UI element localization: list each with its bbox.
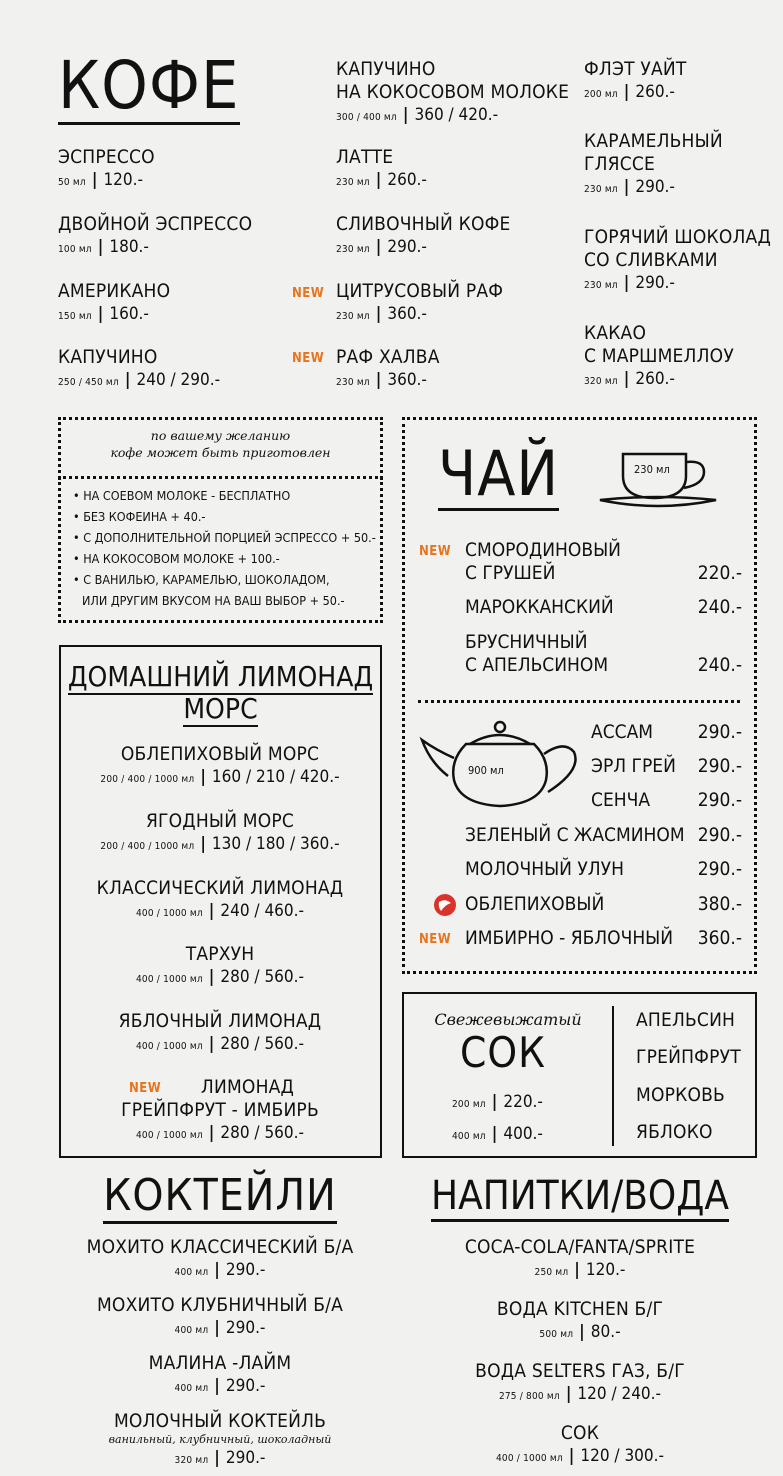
menu-item xyxy=(60,810,380,858)
item-name-line2: НА КОКОСОВОМ МОЛОКЕ xyxy=(336,81,570,103)
item-meta: 230 мл | 290.- xyxy=(584,177,675,197)
item-volume: 250 мл xyxy=(534,1267,569,1278)
item-meta: 200 мл | 260.- xyxy=(584,82,675,102)
item-volume: 230 мл xyxy=(584,280,618,291)
item-price: 260.- xyxy=(387,170,427,190)
menu-item xyxy=(404,1360,756,1408)
item-meta: 200 / 400 / 1000 мл | 160 / 210 / 420.- xyxy=(100,767,340,787)
item-volume: 400 мл xyxy=(174,1267,209,1278)
menu-item xyxy=(404,1236,756,1284)
pot-volume-label: 900 мл xyxy=(468,764,504,777)
item-volume: 300 / 400 мл xyxy=(336,112,397,123)
item-volume: 400 мл xyxy=(174,1325,209,1336)
item-meta: 230 мл | 360.- xyxy=(336,304,427,324)
item-meta: 50 мл | 120.- xyxy=(58,170,143,190)
tea-price: 290.- xyxy=(697,721,742,743)
item-volume: 230 мл xyxy=(584,184,618,195)
juice-flavor: ЯБЛОКО xyxy=(636,1121,713,1143)
tea-price: 360.- xyxy=(697,927,742,949)
item-volume: 400 / 1000 мл xyxy=(135,1041,203,1052)
juice-flavor: АПЕЛЬСИН xyxy=(636,1009,736,1031)
item-meta: 400 / 1000 мл | 280 / 560.- xyxy=(135,1034,305,1054)
menu-item xyxy=(60,1352,380,1400)
tea-price: 290.- xyxy=(697,789,742,811)
item-volume: 230 мл xyxy=(336,377,370,388)
item-volume: 50 мл xyxy=(58,177,86,188)
option-line: • НА КОКОСОВОМ МОЛОКЕ + 100.- xyxy=(73,551,280,566)
coffee-options-header-box xyxy=(58,417,383,479)
menu-item xyxy=(58,213,252,261)
drinks-title xyxy=(404,1170,756,1222)
item-volume: 200 / 400 / 1000 мл xyxy=(100,841,195,852)
item-meta: 400 мл | 290.- xyxy=(174,1318,266,1338)
tea-price: 290.- xyxy=(697,755,742,777)
item-meta: 400 / 1000 мл | 280 / 560.- xyxy=(135,1123,305,1143)
item-name: КЛАССИЧЕСКИЙ ЛИМОНАД xyxy=(96,877,344,899)
item-price: 260.- xyxy=(635,369,675,389)
item-price: 240 / 290.- xyxy=(136,370,221,390)
item-price: 280 / 560.- xyxy=(220,967,305,987)
item-price: 120.- xyxy=(585,1260,626,1280)
item-meta: 100 мл | 180.- xyxy=(58,237,149,257)
menu-item xyxy=(58,146,155,194)
item-name: СЛИВОЧНЫЙ КОФЕ xyxy=(336,213,511,235)
menu-item xyxy=(60,943,380,991)
juice-price: 400.- xyxy=(503,1124,543,1144)
option-line: ИЛИ ДРУГИМ ВКУСОМ НА ВАШ ВЫБОР + 50.- xyxy=(82,593,345,608)
item-name: РАФ ХАЛВА xyxy=(336,346,440,368)
item-price: 290.- xyxy=(225,1318,266,1338)
item-volume: 400 мл xyxy=(174,1383,209,1394)
menu-item xyxy=(584,322,734,393)
item-name: ГОРЯЧИЙ ШОКОЛАД xyxy=(584,226,772,248)
item-meta: 150 мл | 160.- xyxy=(58,304,149,324)
tea-name: ЭРЛ ГРЕЙ xyxy=(591,755,676,777)
item-volume: 320 мл xyxy=(584,376,618,387)
item-name: COCA-COLA/FANTA/SPRITE xyxy=(464,1236,696,1258)
item-volume: 230 мл xyxy=(336,311,370,322)
item-meta: 230 мл | 260.- xyxy=(336,170,427,190)
new-badge: NEW xyxy=(292,351,325,366)
menu-item xyxy=(584,130,723,201)
item-price: 120 / 240.- xyxy=(577,1384,662,1404)
item-volume: 400 / 1000 мл xyxy=(135,974,203,985)
juice-flavor: МОРКОВЬ xyxy=(636,1084,725,1106)
tea-name: ЗЕЛЕНЫЙ С ЖАСМИНОМ xyxy=(465,824,685,846)
juice-size: 200 мл | 220.- xyxy=(452,1092,543,1112)
menu-item xyxy=(58,346,220,394)
option-line: • БЕЗ КОФЕИНА + 40.- xyxy=(73,509,206,524)
item-name: ЯГОДНЫЙ МОРС xyxy=(145,810,295,832)
menu-item xyxy=(60,1236,380,1284)
menu-item xyxy=(584,58,687,106)
item-price: 180.- xyxy=(109,237,149,257)
item-meta: 230 мл | 360.- xyxy=(336,370,427,390)
item-price: 290.- xyxy=(635,177,675,197)
item-meta: 400 / 1000 мл | 280 / 560.- xyxy=(135,967,305,987)
options-header-line2: кофе может быть приготовлен xyxy=(110,445,331,460)
menu-item xyxy=(336,58,569,129)
item-price: 360.- xyxy=(387,370,427,390)
juice-volume: 200 мл xyxy=(452,1099,486,1110)
item-meta: 400 мл | 290.- xyxy=(174,1260,266,1280)
item-name-line2: СО СЛИВКАМИ xyxy=(584,249,718,271)
tea-name-line1: СМОРОДИНОВЫЙ xyxy=(465,539,621,561)
tea-cup-icon xyxy=(598,448,720,518)
item-meta: 400 / 1000 мл | 240 / 460.- xyxy=(135,901,305,921)
tea-name-line2: С АПЕЛЬСИНОМ xyxy=(465,654,609,676)
tea-name: СЕНЧА xyxy=(591,789,651,811)
item-price: 290.- xyxy=(387,237,427,257)
item-name: КАПУЧИНО xyxy=(336,58,436,80)
tea-name: АССАМ xyxy=(591,721,654,743)
item-meta: 250 мл | 120.- xyxy=(534,1260,626,1280)
item-name: ЯБЛОЧНЫЙ ЛИМОНАД xyxy=(118,1010,322,1032)
tea-price: 290.- xyxy=(697,824,742,846)
item-volume: 230 мл xyxy=(336,244,370,255)
item-price: 290.- xyxy=(225,1260,266,1280)
item-name: МОХИТО КЛАССИЧЕСКИЙ Б/А xyxy=(86,1236,354,1258)
item-meta: 230 мл | 290.- xyxy=(584,273,675,293)
juice-divider xyxy=(612,1006,614,1146)
item-volume: 400 / 1000 мл xyxy=(135,1130,203,1141)
new-badge: NEW xyxy=(419,544,452,559)
item-volume: 200 мл xyxy=(584,89,618,100)
item-price: 360 / 420.- xyxy=(414,105,499,125)
tea-price: 240.- xyxy=(697,654,742,676)
menu-item xyxy=(584,226,771,297)
item-price: 80.- xyxy=(590,1322,621,1342)
tea-divider xyxy=(418,700,740,703)
item-name: КАКАО xyxy=(584,322,647,344)
item-meta: 230 мл | 290.- xyxy=(336,237,427,257)
item-meta: 300 / 400 мл | 360 / 420.- xyxy=(336,105,499,125)
coffee-title: КОФЕ xyxy=(58,47,240,124)
item-name: КАПУЧИНО xyxy=(58,346,158,368)
lemonade-title-line1: ДОМАШНИЙ ЛИМОНАД xyxy=(67,660,374,693)
item-name: ФЛЭТ УАЙТ xyxy=(584,58,687,80)
juice-flavor: ГРЕЙПФРУТ xyxy=(636,1046,741,1068)
options-header-line1: по вашему желанию xyxy=(150,428,291,443)
tea-name xyxy=(465,539,621,585)
item-price: 120 / 300.- xyxy=(580,1446,665,1466)
item-price: 280 / 560.- xyxy=(220,1123,305,1143)
juice-volume: 400 мл xyxy=(452,1131,486,1142)
new-badge: NEW xyxy=(292,286,325,301)
item-name: ТАРХУН xyxy=(185,943,255,965)
item-volume: 500 мл xyxy=(539,1329,574,1340)
item-volume: 400 / 1000 мл xyxy=(135,908,203,919)
menu-item xyxy=(60,877,380,925)
menu-item xyxy=(404,1298,756,1346)
new-badge: NEW xyxy=(419,932,452,947)
tea-name-line1: БРУСНИЧНЫЙ xyxy=(465,631,588,653)
juice-title: СОК xyxy=(460,1028,546,1077)
menu-item xyxy=(336,280,503,328)
item-volume: 150 мл xyxy=(58,311,92,322)
item-name: КАРАМЕЛЬНЫЙ xyxy=(584,130,723,152)
item-note: ванильный, клубничный, шоколадный xyxy=(108,1433,332,1446)
menu-item xyxy=(60,1294,380,1342)
item-volume: 100 мл xyxy=(58,244,92,255)
item-price: 160.- xyxy=(109,304,149,324)
tea-price: 290.- xyxy=(697,858,742,880)
item-name: СОК xyxy=(560,1422,600,1444)
item-price: 120.- xyxy=(103,170,143,190)
cup-volume-label: 230 мл xyxy=(634,463,670,476)
item-meta: 400 / 1000 мл | 120 / 300.- xyxy=(495,1446,665,1466)
item-price: 130 / 180 / 360.- xyxy=(211,834,340,854)
item-name: АМЕРИКАНО xyxy=(58,280,171,302)
item-name: МАЛИНА -ЛАЙМ xyxy=(148,1352,292,1374)
option-line: • С ДОПОЛНИТЕЛЬНОЙ ПОРЦИЕЙ ЭСПРЕССО + 50.- xyxy=(73,530,376,545)
item-price: 260.- xyxy=(635,82,675,102)
menu-item xyxy=(60,743,380,791)
menu-item xyxy=(60,1010,380,1058)
juice-size: 400 мл | 400.- xyxy=(452,1124,543,1144)
item-meta: 400 мл | 290.- xyxy=(174,1376,266,1396)
item-price: 290.- xyxy=(635,273,675,293)
coffee-options-box xyxy=(58,477,383,623)
chili-pepper-icon xyxy=(433,893,457,917)
new-badge: NEW xyxy=(129,1081,162,1096)
option-line: • НА СОЕВОМ МОЛОКЕ - БЕСПЛАТНО xyxy=(73,488,291,503)
menu-item xyxy=(336,146,427,194)
tea-name: МОЛОЧНЫЙ УЛУН xyxy=(465,858,624,880)
item-name: ВОДА KITCHEN Б/Г xyxy=(496,1298,664,1320)
drinks-title-text: НАПИТКИ/ВОДА xyxy=(431,1173,729,1222)
item-name-line2: ГЛЯССЕ xyxy=(584,153,656,175)
item-price: 360.- xyxy=(387,304,427,324)
item-name: ЛАТТЕ xyxy=(336,146,394,168)
item-name: ДВОЙНОЙ ЭСПРЕССО xyxy=(58,213,253,235)
item-meta: 275 / 800 мл | 120 / 240.- xyxy=(498,1384,662,1404)
item-name: МОЛОЧНЫЙ КОКТЕЙЛЬ xyxy=(113,1410,327,1432)
item-name-line2: ГРЕЙПФРУТ - ИМБИРЬ xyxy=(121,1099,319,1121)
item-price: 290.- xyxy=(225,1376,266,1396)
item-name: ЛИМОНАД xyxy=(200,1076,295,1098)
item-volume: 230 мл xyxy=(336,177,370,188)
juice-price: 220.- xyxy=(503,1092,543,1112)
menu-item xyxy=(60,1076,380,1147)
item-volume: 275 / 800 мл xyxy=(498,1391,560,1402)
item-price: 160 / 210 / 420.- xyxy=(211,767,340,787)
menu-item xyxy=(404,1422,756,1470)
tea-name xyxy=(465,631,608,677)
cocktails-title-text: КОКТЕЙЛИ xyxy=(103,1170,337,1224)
juice-subtitle: Свежевыжатый xyxy=(434,1010,582,1029)
item-meta: 320 мл | 290.- xyxy=(174,1448,266,1468)
option-line: • С ВАНИЛЬЮ, КАРАМЕЛЬЮ, ШОКОЛАДОМ, xyxy=(73,572,330,587)
tea-price: 380.- xyxy=(697,893,742,915)
tea-title: ЧАЙ xyxy=(438,437,560,510)
tea-price: 240.- xyxy=(697,596,742,618)
tea-name: МАРОККАНСКИЙ xyxy=(465,596,614,618)
item-name: ВОДА SELTERS ГАЗ, Б/Г xyxy=(475,1360,685,1382)
item-meta: 500 мл | 80.- xyxy=(539,1322,621,1342)
item-price: 290.- xyxy=(225,1448,266,1468)
lemonade-title xyxy=(61,661,380,725)
item-volume: 250 / 450 мл xyxy=(58,377,119,388)
menu-item xyxy=(58,280,170,328)
item-price: 240 / 460.- xyxy=(220,901,305,921)
menu-item xyxy=(336,346,440,394)
tea-price: 220.- xyxy=(697,562,742,584)
item-meta: 200 / 400 / 1000 мл | 130 / 180 / 360.- xyxy=(100,834,340,854)
tea-name: ИМБИРНО - ЯБЛОЧНЫЙ xyxy=(465,927,674,949)
item-volume: 200 / 400 / 1000 мл xyxy=(100,774,195,785)
item-meta: 250 / 450 мл | 240 / 290.- xyxy=(58,370,221,390)
tea-name-line2: С ГРУШЕЙ xyxy=(465,562,556,584)
item-price: 280 / 560.- xyxy=(220,1034,305,1054)
item-name: МОХИТО КЛУБНИЧНЫЙ Б/А xyxy=(96,1294,344,1316)
item-meta: 320 мл | 260.- xyxy=(584,369,675,389)
tea-name: ОБЛЕПИХОВЫЙ xyxy=(465,893,605,915)
menu-item xyxy=(336,213,511,261)
menu-item xyxy=(60,1410,380,1472)
item-volume: 320 мл xyxy=(174,1455,209,1466)
item-name: ЭСПРЕССО xyxy=(58,146,155,168)
item-name: ЦИТРУСОВЫЙ РАФ xyxy=(336,280,504,302)
item-volume: 400 / 1000 мл xyxy=(495,1453,563,1464)
item-name: ОБЛЕПИХОВЫЙ МОРС xyxy=(120,743,320,765)
cocktails-title xyxy=(60,1170,380,1222)
lemonade-title-line2: МОРС xyxy=(183,692,258,725)
item-name-line2: С МАРШМЕЛЛОУ xyxy=(584,345,734,367)
